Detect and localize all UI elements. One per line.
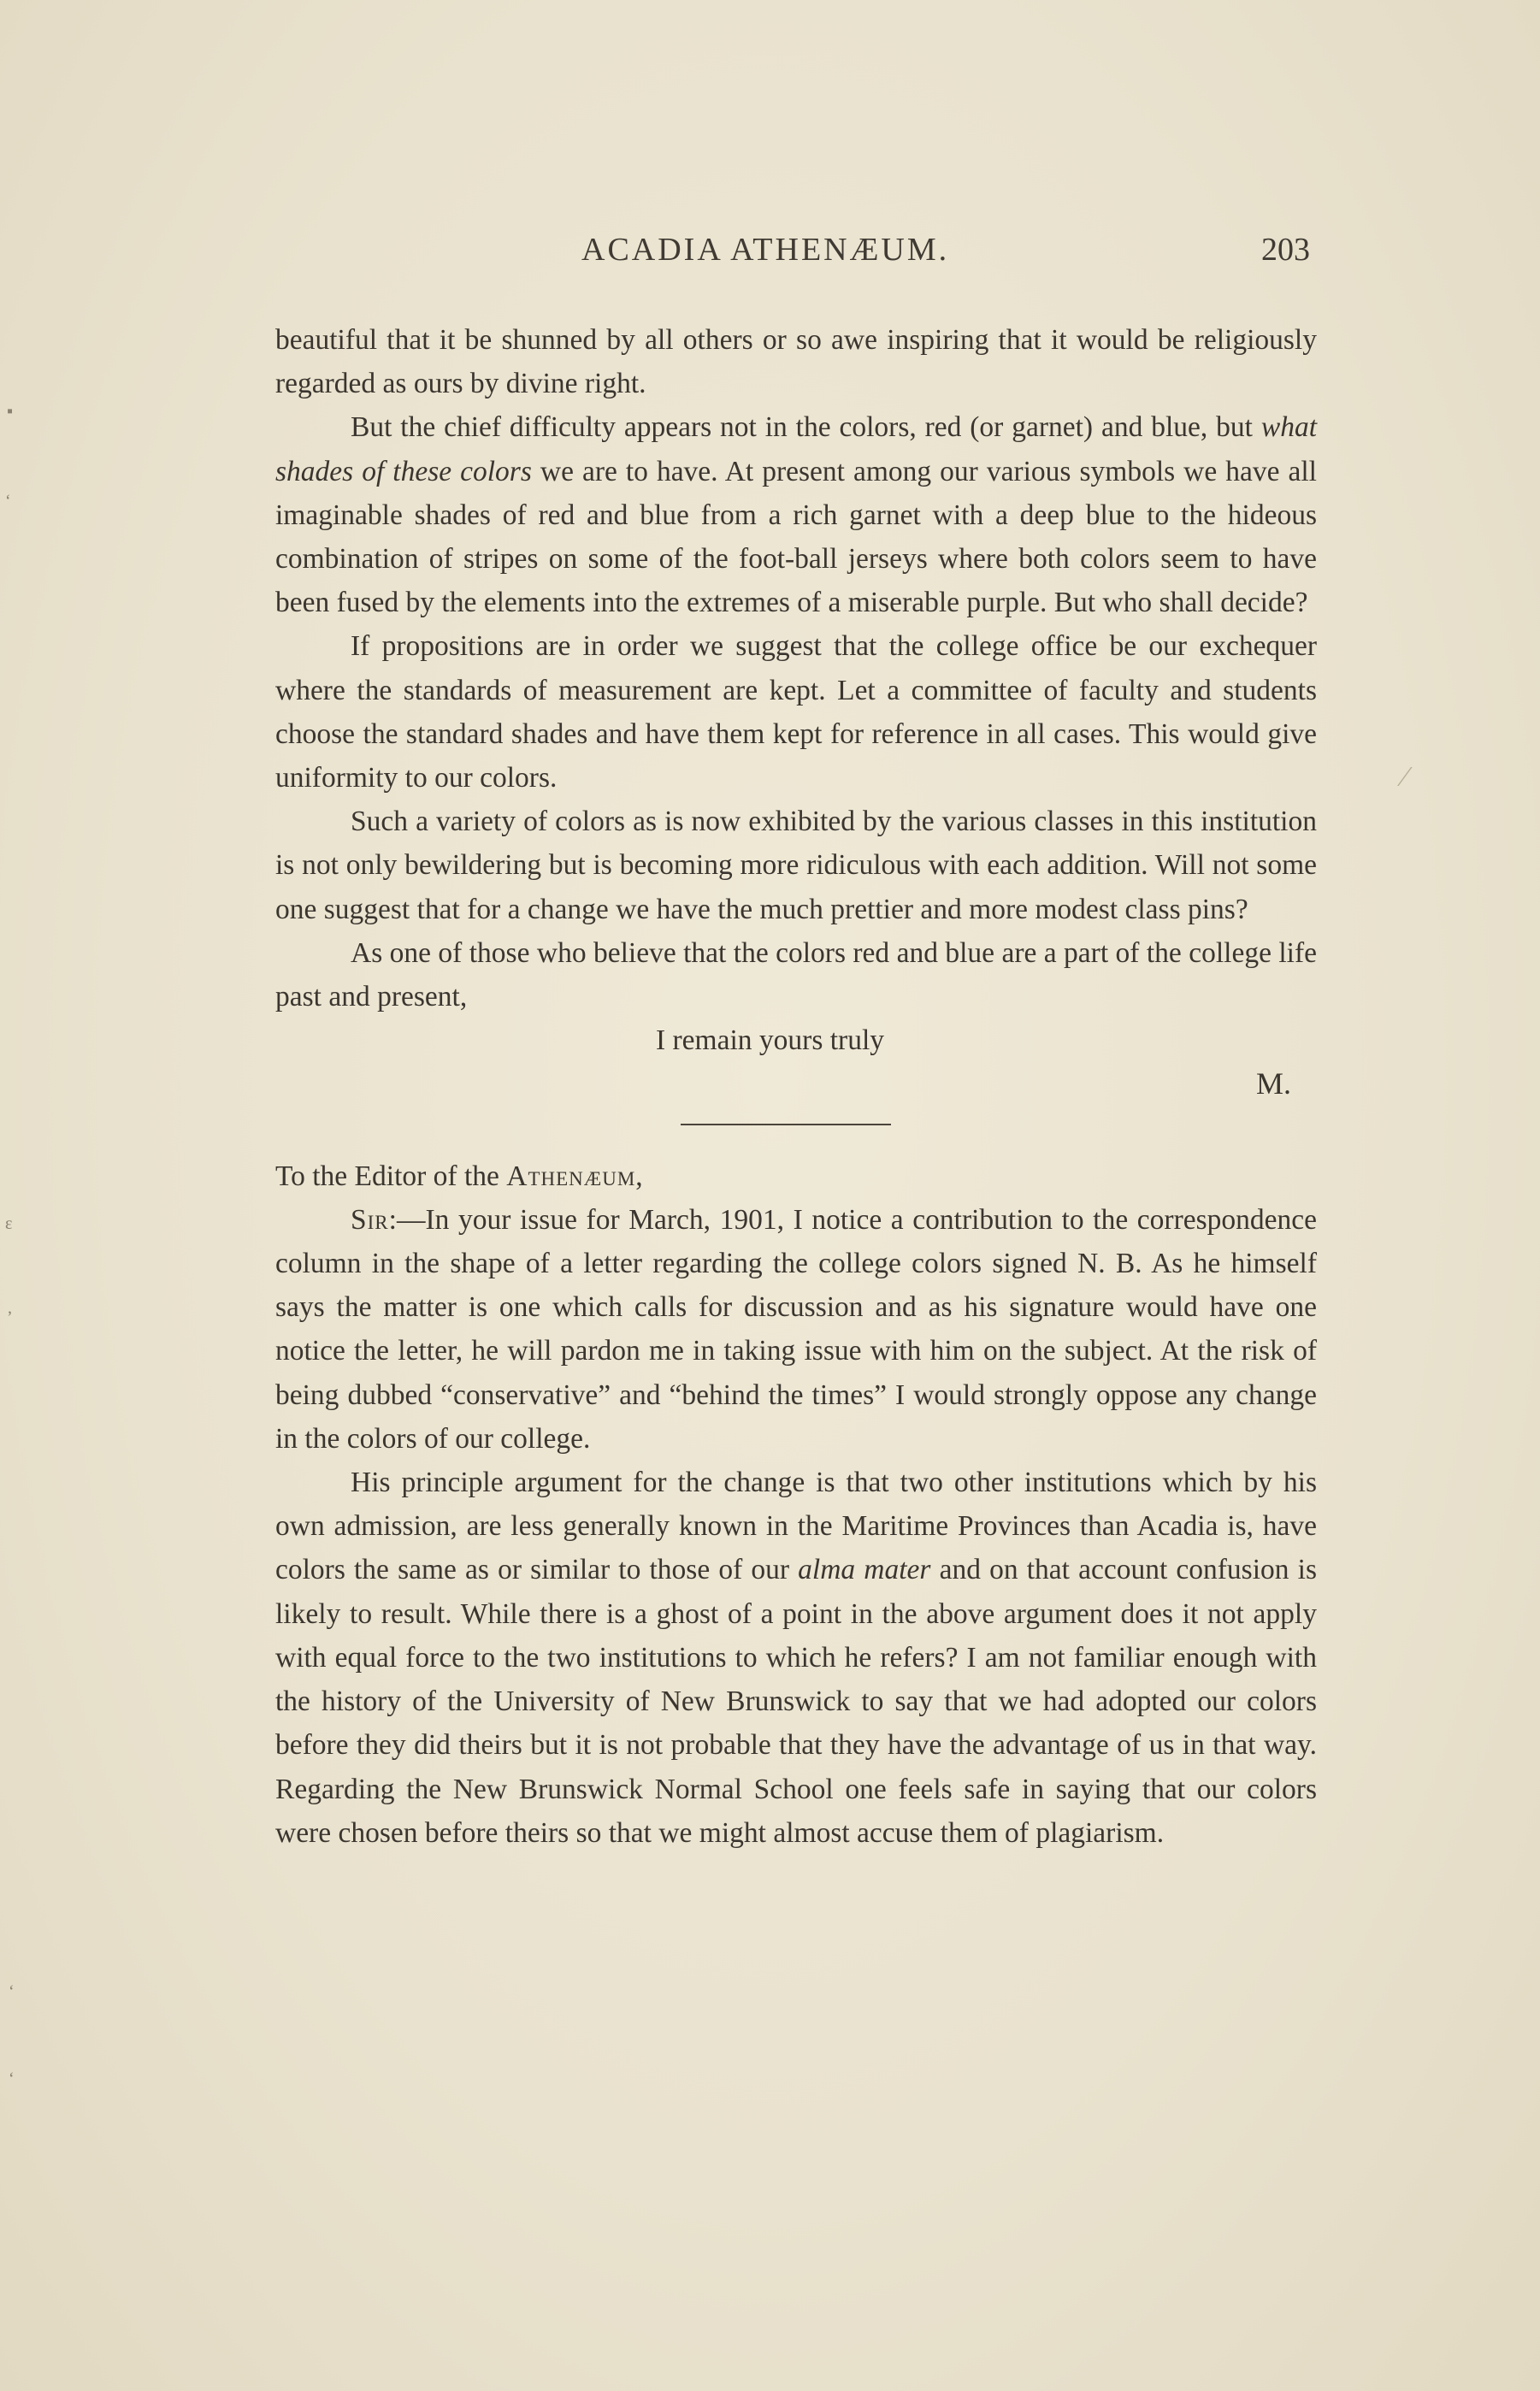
- salutation-name: Athenæum,: [506, 1160, 644, 1192]
- margin-speck: ʻ: [5, 492, 11, 511]
- letter1-p2-start: But the chief difficulty appears not in the colors, red (or garnet) and blue, but: [351, 411, 1261, 444]
- page-header: [275, 231, 1310, 282]
- letter1-paragraph-3: If propositions are in order we suggest that the college office be our exchequer where the standards of measurement are kept. Let a committee of faculty and students choose the standard shades and have them kept for reference in all cases. This would give uniformity to our colors.: [275, 630, 1317, 794]
- salutation-prefix: To the Editor of the: [275, 1160, 507, 1192]
- letter1-closing: I remain yours truly: [656, 1024, 885, 1057]
- letter1-paragraph-4: Such a variety of colors as is now exhibited by the various classes in this institution is not only bewildering but is becoming more ridiculous with each addition. Will not some one suggest that for a change we have the much prettier and more modest class pins?: [275, 806, 1317, 925]
- section-divider: [681, 1124, 891, 1125]
- letter2-p2-italic: alma mater: [798, 1554, 931, 1586]
- letter1-paragraph-5: As one of those who believe that the colors red and blue are a part of the college life past and present,: [275, 936, 1317, 1013]
- margin-speck: ▪: [7, 402, 14, 421]
- letter2-paragraph-2: [275, 1461, 1317, 1855]
- letter2-salutation: [275, 1154, 1317, 1198]
- letter2-p1-text: :—In your issue for March, 1901, I notice a contribution to the correspondence column in the shape of a letter regarding the college colors signed N. B. As he himself says the matter is one which calls for discussion and as his signature would have one notice the letter, he will pardon me in taking issue with him on the subject. At the risk of being dubbed “conservative” and “behind the times” I would strongly oppose any change in the colors of our college.: [275, 1203, 1317, 1455]
- letter1-signature: M.: [1255, 1066, 1291, 1101]
- margin-speck: ʻ: [9, 2069, 15, 2088]
- running-title: ACADIA ATHENÆUM.: [581, 232, 950, 268]
- margin-speck: ʻ: [9, 1982, 15, 2001]
- margin-speck: ʼ: [7, 1308, 13, 1327]
- margin-speck: ɛ: [5, 1214, 13, 1233]
- letter1-p2-end: we are to have. At present among our various symbols we have all imaginable shades of red and blue from a rich garnet with a deep blue to the hideous combination of stripes on some of the foot-ball jerseys where both colors seem to have been fused by the elements into the extremes of a miserable purple. But who shall decide?: [275, 455, 1317, 619]
- letter1-paragraph-1: beautiful that it be shunned by all others or so awe inspiring that it would be religiously regarded as ours by divine right.: [275, 324, 1317, 400]
- letter1-paragraph-2: [275, 405, 1317, 624]
- article-body: [275, 318, 1317, 1855]
- letter1-p2-italic: what shades of these colors: [275, 411, 1317, 487]
- letter2-sir: Sir: [351, 1203, 389, 1236]
- letter2-p2-start: His principle argument for the change is that two other institutions which by his own admission, are less generally known in the Maritime Provinces than Acadia is, have colors the same as or similar to those of our: [275, 1467, 1317, 1586]
- letter2-paragraph-1: [275, 1198, 1317, 1461]
- page-number: 203: [1261, 232, 1310, 268]
- margin-pencil-mark: ⁄: [1402, 761, 1407, 793]
- letter2-p2-end: and on that account confusion is likely to result. While there is a ghost of a point in the above argument does it not apply with equal force to the two institutions to which he refers? I am not familiar enough with the history of the University of New Brunswick to say that we had adopted our colors before they did theirs but it is not probable that they have the advantage of us in that way. Regarding the New Brunswick Normal School one feels safe in saying that our colors were chosen before theirs so that we might almost accuse them of plagiarism.: [275, 1554, 1318, 1849]
